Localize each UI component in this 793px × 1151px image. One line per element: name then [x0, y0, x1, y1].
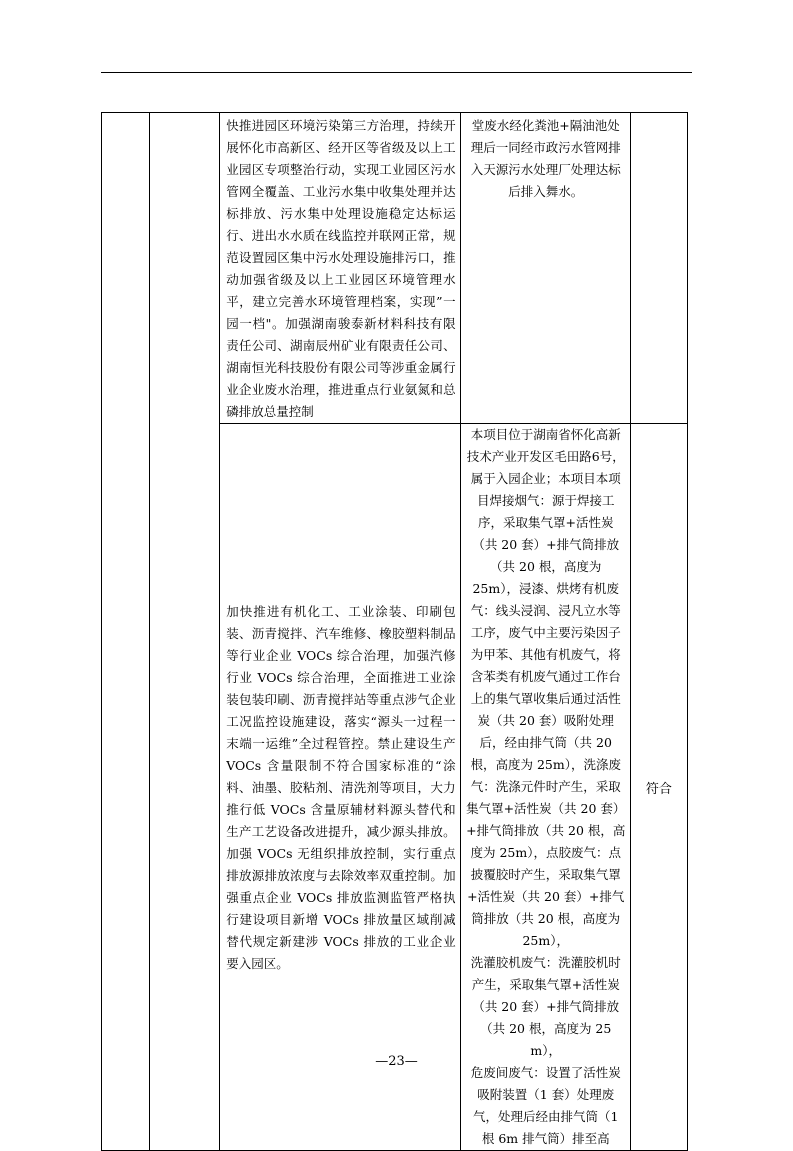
- measure-cell: [220, 113, 460, 424]
- project-paragraph: 本项目位于湖南省怀化高新技术产业开发区毛田路6号，属于入园企业；本项目本项目焊接烟气：源于焊接工序，采取集气罩+活性炭（共 20 套）+排气筒排放（共 20 根，高度为 25m），浸漆、烘烤有机废气：线头浸润、浸凡立水等工序，废气中主要污染因子为甲苯、其他有机废气，将含苯类有机废气通过工作台上的集气罩收集后通过活性炭（共 20 套）吸附处理后，经由排气筒（共 20 根，高度为 25m），洗涤废气：洗涤元件时产生，采取集气罩+活性炭（共 20 套）+排气筒排放（共 20 根，高度为 25m），点胶废气：点披覆胶时产生，采取集气罩+活性炭（共 20 套）+排气筒排放（共 20 根，高度为 25m），: [466, 427, 626, 948]
- result-cell: [630, 113, 687, 424]
- category-cell: [102, 113, 150, 1151]
- measure-text: 加快推进有机化工、工业涂装、印刷包装、沥青搅拌、汽车维修、橡胶塑料制品等行业企业 VOCs 综合治理，加强汽修行业 VOCs 综合治理，全面推进工业涂装包装印刷、沥青搅拌站等重点涉气企业工况监控设施建设，落实“源头一过程一末端一运维”全过程管控。禁止建设生产 VOCs 含量限制不符合国家标准的“涂料、油墨、胶粘剂、清洗剂等项目，大力推行低 VOCs 含量原辅材料源头替代和生产工艺设备改进提升，减少源头排放。加强 VOCs 无组织排放控制，实行重点排放源排放浓度与去除效率双重控制。加强重点企业 VOCs 排放监测监管严格执行建设项目新增 VOCs 排放量区域削减替代规定新建涉 VOCs 排放的工业企业要入园区。: [226, 604, 456, 971]
- measure-text: 快推进园区环境污染第三方治理，持续开展怀化市高新区、经开区等省级及以上工业园区专项整治行动，实现工业园区污水管网全覆盖、工业污水集中收集处理并达标排放、污水集中处理设施稳定达标运行、进出水水质在线监控并联网正常，规范设置园区集中污水处理设施排污口，推动加强省级及以上工业园区环境管理水平，建立完善水环境管理档案，实现”一园一档"。加强湖南骏泰新材料科技有限责任公司、湖南辰州矿业有限责任公司、湖南恒光科技股份有限公司等涉重金属行业企业废水治理，推进重点行业氨氮和总磷排放总量控制: [226, 118, 456, 419]
- page-number: —23—: [375, 1054, 418, 1069]
- project-paragraph: 危废间废气：设置了活性炭吸附装置（1 套）处理废气，处理后经由排气筒（1 根 6m 排气筒）排至高: [470, 1065, 621, 1146]
- compliance-table: [101, 112, 688, 1151]
- result-text: 符合: [645, 781, 672, 797]
- project-cell: [460, 424, 630, 1151]
- project-paragraph: 洗灌胶机废气：洗灌胶机时产生，采取集气罩+活性炭（共 20 套）+排气筒排放（共 20 根，高度为 25 m），: [470, 955, 621, 1058]
- measure-cell: [220, 424, 460, 1151]
- project-cell: [460, 113, 630, 424]
- project-text: 堂废水经化粪池+隔油池处理后一同经市政污水管网排入天源污水处理厂处理达标后排入舞水。: [470, 118, 621, 199]
- table-row: [102, 113, 688, 424]
- project-text: [461, 424, 630, 1150]
- header-rule: [101, 72, 692, 73]
- subcategory-cell: [150, 113, 220, 1151]
- result-cell: [630, 424, 687, 1151]
